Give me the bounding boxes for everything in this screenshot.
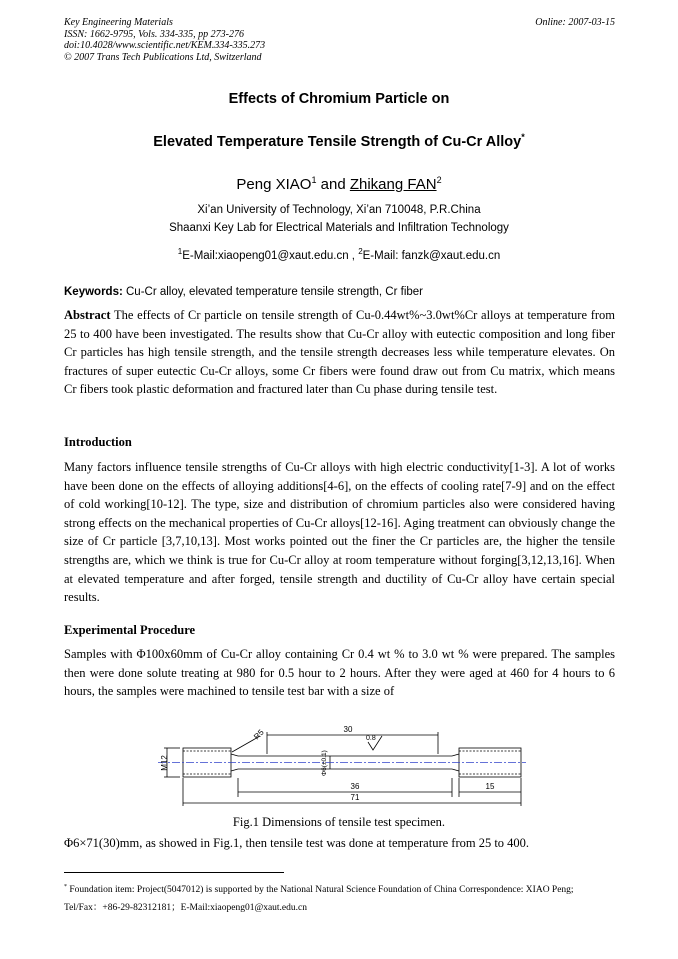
- paper-title-line-2: [0, 132, 678, 150]
- author-1-affil: 1: [311, 175, 317, 185]
- journal-issn: ISSN: 1662-9795, Vols. 334-335, pp 273-276: [64, 28, 244, 40]
- experimental-paragraph: Samples with Φ100x60mm of Cu-Cr alloy containing Cr 0.4 wt % to 3.0 wt % were prepared. The samples then were done solute treating at 980 for 0.5 hour to 2 hours. After they were aged at 460 for 4 hours to 6 hours, the samples were machined to tensile test bar with a size of: [64, 647, 615, 699]
- footnote: [64, 878, 616, 917]
- author-1: Peng XIAO: [236, 176, 312, 193]
- author-and: and: [320, 176, 346, 193]
- figure-caption: Fig.1 Dimensions of tensile test specimen.: [232, 815, 446, 829]
- dim-diameter: Φ6(±0.1): [321, 750, 328, 776]
- email-2-sup: 2: [358, 247, 363, 256]
- dim-71: 71: [350, 793, 360, 802]
- journal-copyright: © 2007 Trans Tech Publications Ltd, Switzerland: [64, 51, 262, 63]
- footnote-line-2: Tel/Fax：+86-29-82312181；E-Mail:xiaopeng01@xaut.edu.cn: [64, 903, 307, 914]
- paper-title-line-1: [0, 91, 678, 107]
- email-line: [0, 247, 678, 262]
- journal-doi: doi:10.4028/www.scientific.net/KEM.334-335.273: [64, 40, 266, 51]
- footnote-mark: *: [64, 884, 67, 890]
- footnote-rule: [64, 872, 284, 873]
- title-footnote-mark: *: [521, 132, 525, 142]
- abstract-paragraph: [64, 306, 615, 399]
- affiliation-1: Xi’an University of Technology, Xi’an 710048, P.R.China: [197, 204, 481, 216]
- dim-m12: M12: [160, 755, 169, 771]
- keywords: [64, 286, 616, 298]
- title-text-1: Effects of Chromium Particle on: [228, 91, 450, 107]
- title-text-2: Elevated Temperature Tensile Strength of Cu-Cr Alloy: [153, 133, 522, 150]
- journal-header: [64, 17, 265, 63]
- dim-15: 15: [485, 782, 495, 791]
- abstract-label: Abstract: [64, 308, 111, 322]
- online-date: Online: 2007-03-15: [535, 17, 615, 28]
- author-list: [0, 175, 678, 193]
- email-separator: ,: [348, 249, 359, 262]
- email-1: E-Mail:xiaopeng01@xaut.edu.cn: [182, 249, 349, 262]
- dim-r5: R5: [252, 727, 266, 742]
- author-2-affil: 2: [436, 175, 442, 185]
- after-figure-paragraph: Φ6×71(30)mm, as showed in Fig.1, then tensile test was done at temperature from 25 to 400.: [64, 836, 530, 850]
- author-2: Zhikang FAN: [349, 176, 437, 193]
- footnote-text-1: Foundation item: Project(5047012) is supported by the National Natural Science Foundation of China Correspondence: XIAO Peng;: [69, 885, 574, 896]
- specimen-drawing: [150, 718, 530, 810]
- email-2: E-Mail: fanzk@xaut.edu.cn: [362, 249, 501, 262]
- introduction-heading: Introduction: [64, 435, 132, 449]
- introduction-paragraph: Many factors influence tensile strengths of Cu-Cr alloys with high electric conductivity[1-3]. A lot of works have been done on the effects of alloying additions[4-6], on the effects of cooling rate[7-9] and on the effect of cold working[10-12]. The type, size and distribution of chromium particles also were considered having strong effects on the mechanical properties of Cu-Cr alloys[12-16]. Aging treatment can obviously change the size of Cr particle [3,7,10,13]. Most works pointed out the finer the Cr particles are, the higher the tensile strengths are, which we think is true for Cu-Cr alloy at room temperature without forging[3,12,13,16]. When at elevated temperature and after forged, tensile strength and ductility of Cu-Cr alloy have certain special results.: [64, 460, 615, 605]
- keywords-label: Keywords:: [64, 286, 123, 298]
- keywords-text: Cu-Cr alloy, elevated temperature tensile strength, Cr fiber: [126, 286, 424, 298]
- experimental-heading: Experimental Procedure: [64, 623, 196, 637]
- affiliation-2: Shaanxi Key Lab for Electrical Materials and Infiltration Technology: [169, 222, 509, 234]
- dim-30: 30: [343, 725, 353, 734]
- journal-name: Key Engineering Materials: [64, 17, 173, 28]
- dim-roughness: 0.8: [366, 735, 376, 742]
- abstract-text: The effects of Cr particle on tensile strength of Cu-0.44wt%~3.0wt%Cr alloys at temperature from 25 to 400 have been investigated. The results show that Cu-Cr alloy with eutectic composition and long fiber Cr particles has high tensile strength, and the tensile strength decreases less while temperature elevates. On fractures of super eutectic Cu-Cr alloys, some Cr fibers were found draw out from Cu matrix, which means Cr fibers took plastic deformation and fractured later than Cu phase during tensile test.: [64, 308, 616, 397]
- email-1-sup: 1: [177, 247, 183, 256]
- dim-36: 36: [350, 782, 360, 791]
- footnote-line-1: [64, 878, 616, 899]
